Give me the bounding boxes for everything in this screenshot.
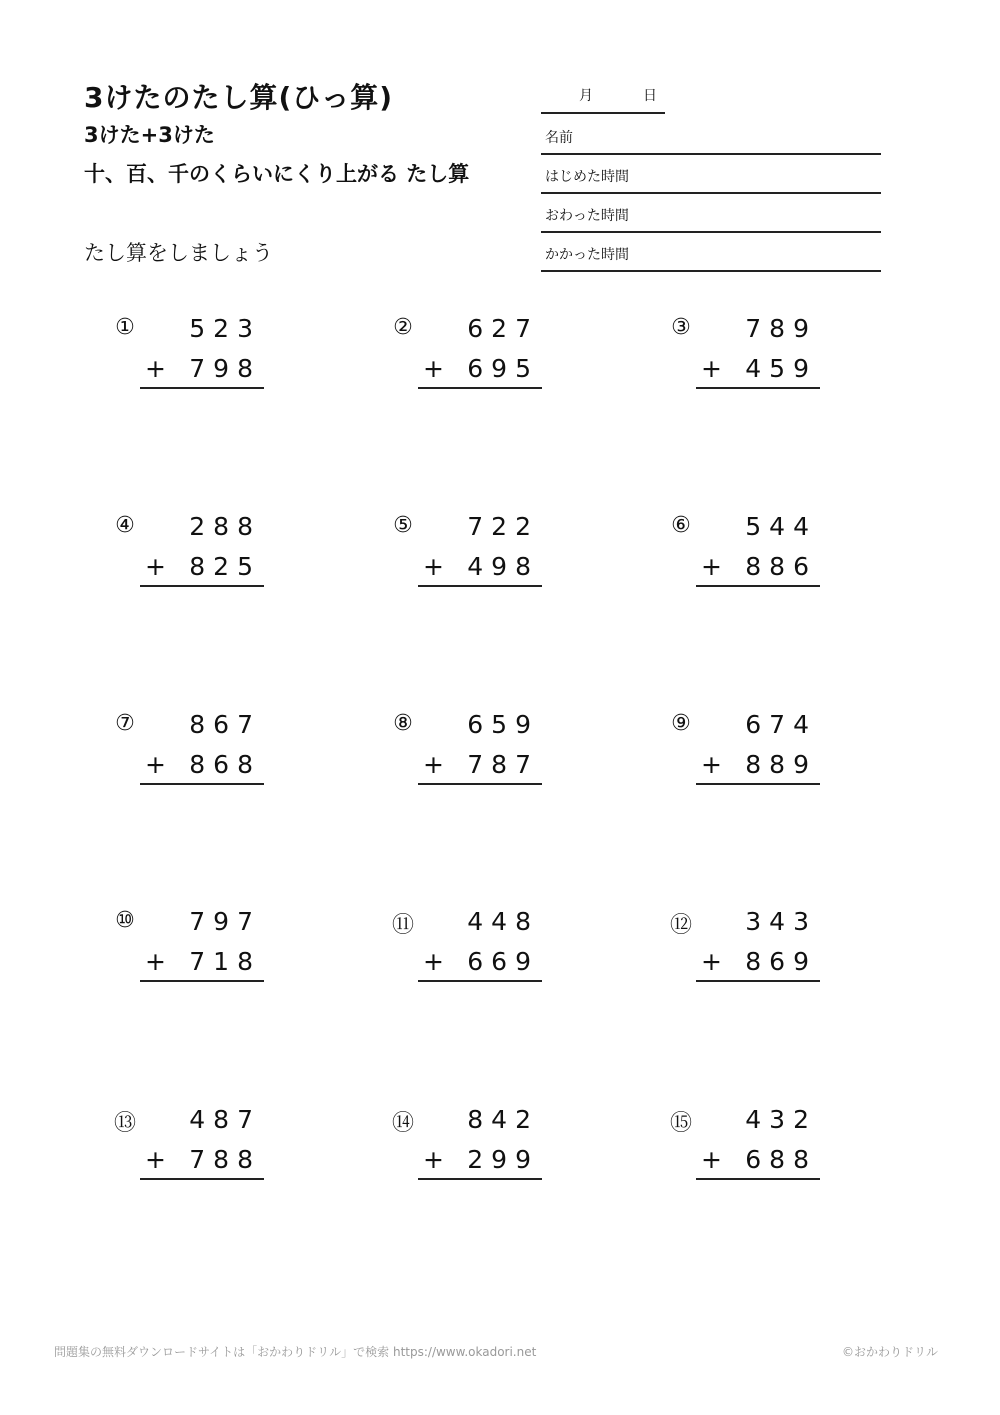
bottom-addend: 669 <box>467 947 539 976</box>
name-label: 名前 <box>545 130 573 146</box>
bottom-addend: 886 <box>745 552 817 581</box>
plus-sign: + <box>701 354 722 383</box>
top-addend: 659 <box>467 710 539 739</box>
answer-line <box>418 585 542 587</box>
bottom-addend: 889 <box>745 750 817 779</box>
problem-number: ⑦ <box>115 711 135 736</box>
date-field[interactable] <box>541 78 665 114</box>
addition-problem <box>391 512 591 592</box>
top-addend: 674 <box>745 710 817 739</box>
answer-line <box>418 1178 542 1180</box>
top-addend: 789 <box>745 314 817 343</box>
start-time-label: はじめた時間 <box>545 169 629 185</box>
bottom-addend: 688 <box>745 1145 817 1174</box>
footer-text: 問題集の無料ダウンロードサイトは「おかわりドリル」で検索 https://www.okadori.net <box>54 1345 537 1359</box>
answer-line <box>140 1178 264 1180</box>
bottom-addend: 299 <box>467 1145 539 1174</box>
top-addend: 842 <box>467 1105 539 1134</box>
top-addend: 487 <box>189 1105 261 1134</box>
top-addend: 288 <box>189 512 261 541</box>
plus-sign: + <box>701 750 722 779</box>
addition-problem <box>113 1105 313 1185</box>
plus-sign: + <box>145 1145 166 1174</box>
addition-problem <box>391 1105 591 1185</box>
day-label: 日 <box>643 88 657 104</box>
answer-line <box>418 980 542 982</box>
addition-problem <box>113 314 313 394</box>
month-label: 月 <box>579 88 593 104</box>
bottom-addend: 695 <box>467 354 539 383</box>
start-time-field[interactable] <box>541 155 881 194</box>
problem-number: ④ <box>115 513 135 538</box>
bottom-addend: 498 <box>467 552 539 581</box>
top-addend: 448 <box>467 907 539 936</box>
problem-number: ⑮ <box>669 1111 692 1136</box>
worksheet-title: 3けたのたし算(ひっ算) <box>84 81 394 114</box>
problem-number: ⑫ <box>669 913 692 938</box>
answer-line <box>696 387 820 389</box>
top-addend: 627 <box>467 314 539 343</box>
plus-sign: + <box>145 354 166 383</box>
addition-problem <box>669 907 869 987</box>
addition-problem <box>391 314 591 394</box>
addition-problem <box>113 710 313 790</box>
problem-number: ⑩ <box>115 908 135 933</box>
problem-number: ⑨ <box>671 711 691 736</box>
plus-sign: + <box>701 552 722 581</box>
elapsed-time-field[interactable] <box>541 233 881 272</box>
problem-number: ① <box>115 315 135 340</box>
addition-problem <box>391 907 591 987</box>
addition-problem <box>669 710 869 790</box>
problem-number: ⑥ <box>671 513 691 538</box>
plus-sign: + <box>145 750 166 779</box>
addition-problem <box>669 512 869 592</box>
problem-number: ⑧ <box>393 711 413 736</box>
worksheet-description: 十、百、千のくらいにくり上がる たし算 <box>84 162 470 186</box>
problem-number: ③ <box>671 315 691 340</box>
problem-number: ⑤ <box>393 513 413 538</box>
bottom-addend: 869 <box>745 947 817 976</box>
plus-sign: + <box>423 750 444 779</box>
addition-problem <box>669 314 869 394</box>
answer-line <box>696 783 820 785</box>
addition-problem <box>669 1105 869 1185</box>
answer-line <box>140 783 264 785</box>
instruction-text: たし算をしましょう <box>84 241 273 265</box>
bottom-addend: 868 <box>189 750 261 779</box>
worksheet-subtitle: 3けた+3けた <box>84 123 215 147</box>
elapsed-time-label: かかった時間 <box>545 247 629 263</box>
bottom-addend: 787 <box>467 750 539 779</box>
plus-sign: + <box>701 947 722 976</box>
addition-problem <box>391 710 591 790</box>
addition-problem <box>113 512 313 592</box>
top-addend: 867 <box>189 710 261 739</box>
bottom-addend: 788 <box>189 1145 261 1174</box>
end-time-label: おわった時間 <box>545 208 629 224</box>
answer-line <box>140 387 264 389</box>
bottom-addend: 798 <box>189 354 261 383</box>
answer-line <box>418 387 542 389</box>
plus-sign: + <box>423 552 444 581</box>
bottom-addend: 825 <box>189 552 261 581</box>
top-addend: 432 <box>745 1105 817 1134</box>
problem-number: ⑪ <box>391 913 414 938</box>
answer-line <box>418 783 542 785</box>
addition-problem <box>113 907 313 987</box>
answer-line <box>696 1178 820 1180</box>
plus-sign: + <box>145 552 166 581</box>
top-addend: 797 <box>189 907 261 936</box>
plus-sign: + <box>423 354 444 383</box>
problem-number: ⑭ <box>391 1111 414 1136</box>
top-addend: 544 <box>745 512 817 541</box>
answer-line <box>696 980 820 982</box>
copyright-text: ©おかわりドリル <box>841 1345 938 1359</box>
bottom-addend: 718 <box>189 947 261 976</box>
answer-line <box>140 980 264 982</box>
problem-number: ② <box>393 315 413 340</box>
top-addend: 343 <box>745 907 817 936</box>
problem-number: ⑬ <box>113 1111 136 1136</box>
end-time-field[interactable] <box>541 194 881 233</box>
top-addend: 523 <box>189 314 261 343</box>
plus-sign: + <box>423 1145 444 1174</box>
plus-sign: + <box>145 947 166 976</box>
answer-line <box>696 585 820 587</box>
name-field[interactable] <box>541 116 881 155</box>
top-addend: 722 <box>467 512 539 541</box>
plus-sign: + <box>701 1145 722 1174</box>
bottom-addend: 459 <box>745 354 817 383</box>
plus-sign: + <box>423 947 444 976</box>
answer-line <box>140 585 264 587</box>
